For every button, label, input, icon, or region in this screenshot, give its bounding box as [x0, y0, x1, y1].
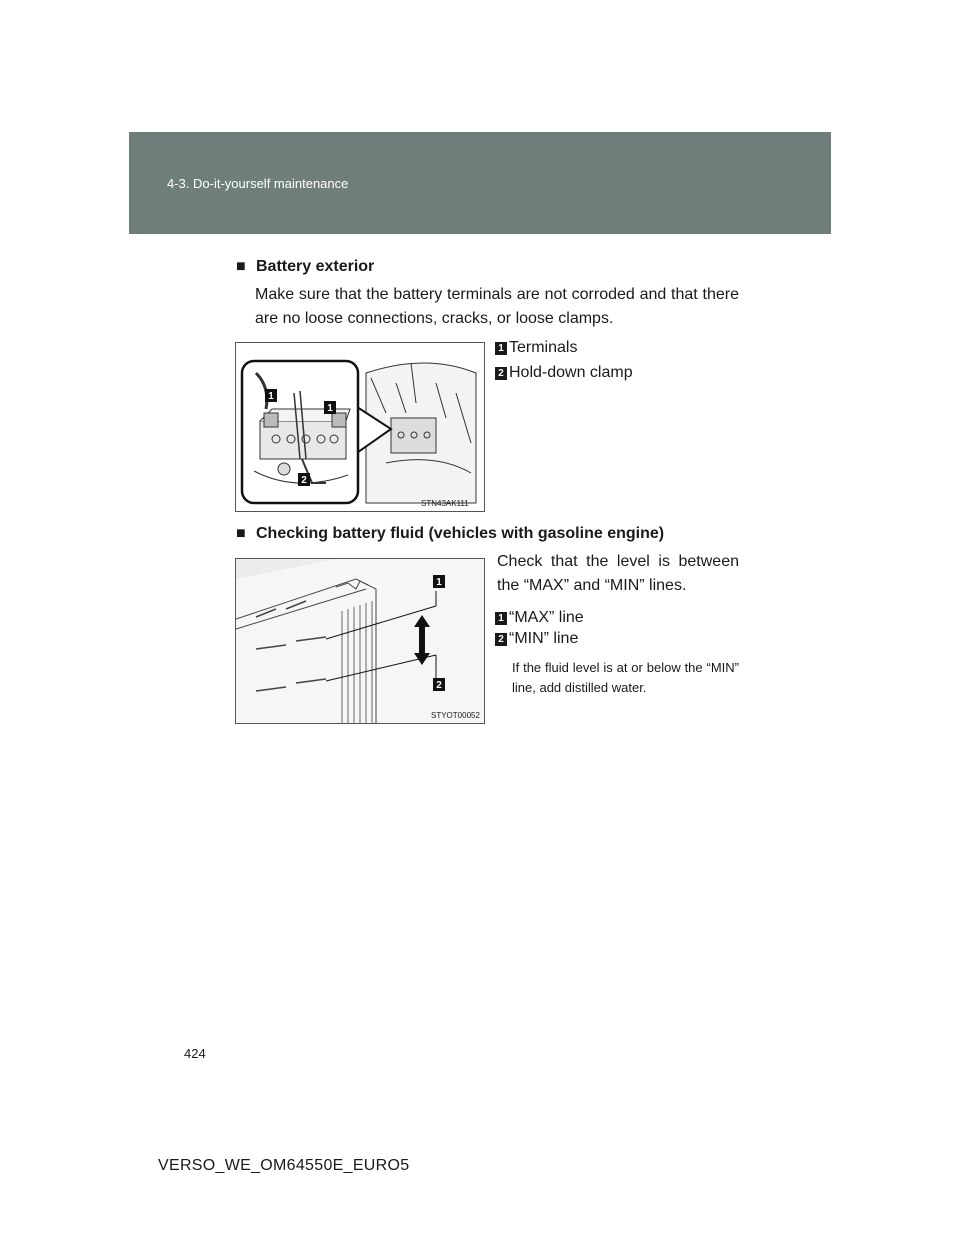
legend-item-hold-down-clamp	[495, 364, 633, 382]
battery-exterior-text: Make sure that the battery terminals are not corroded and that there are no loose connections, cracks, or loose clamps.	[255, 286, 739, 327]
figure-code-1: STN43AK111	[421, 499, 469, 508]
battery-fluid-note: If the fluid level is at or below the “MIN” line, add distilled water.	[512, 660, 739, 695]
svg-text:1: 1	[327, 403, 333, 414]
legend-item-max-line	[495, 609, 584, 627]
page-number: 424	[184, 1046, 206, 1061]
svg-text:2: 2	[436, 680, 442, 691]
legend-item-min-line	[495, 630, 578, 648]
legend-label: Hold-down clamp	[509, 364, 633, 381]
battery-exterior-heading	[236, 258, 374, 276]
callout-number: 2	[495, 367, 507, 380]
bullet-icon: ■	[236, 525, 246, 542]
battery-exterior-heading-text: Battery exterior	[256, 258, 375, 275]
document-code: VERSO_WE_OM64550E_EURO5	[158, 1157, 410, 1174]
battery-fluid-heading-text: Checking battery fluid (vehicles with gasoline engine)	[256, 525, 665, 542]
battery-level-illustration	[236, 559, 484, 723]
figure-code-2: STYOT00052	[431, 711, 480, 720]
section-header-bar	[129, 132, 831, 234]
legend-label: Terminals	[509, 339, 578, 356]
battery-fluid-heading	[236, 525, 664, 543]
callout-number: 1	[495, 612, 507, 625]
section-title: 4-3. Do-it-yourself maintenance	[167, 176, 349, 191]
legend-label: “MIN” line	[509, 630, 579, 647]
battery-fluid-text: Check that the level is between the “MAX” and “MIN” lines.	[497, 553, 739, 594]
battery-exterior-figure	[235, 342, 485, 512]
battery-fluid-figure	[235, 558, 485, 724]
svg-text:1: 1	[436, 577, 442, 588]
legend-item-terminals	[495, 339, 577, 357]
legend-label: “MAX” line	[509, 609, 584, 626]
engine-bay-illustration	[236, 343, 484, 511]
svg-text:2: 2	[301, 475, 307, 486]
callout-number: 2	[495, 633, 507, 646]
svg-text:1: 1	[268, 391, 274, 402]
callout-number: 1	[495, 342, 507, 355]
bullet-icon: ■	[236, 258, 246, 275]
